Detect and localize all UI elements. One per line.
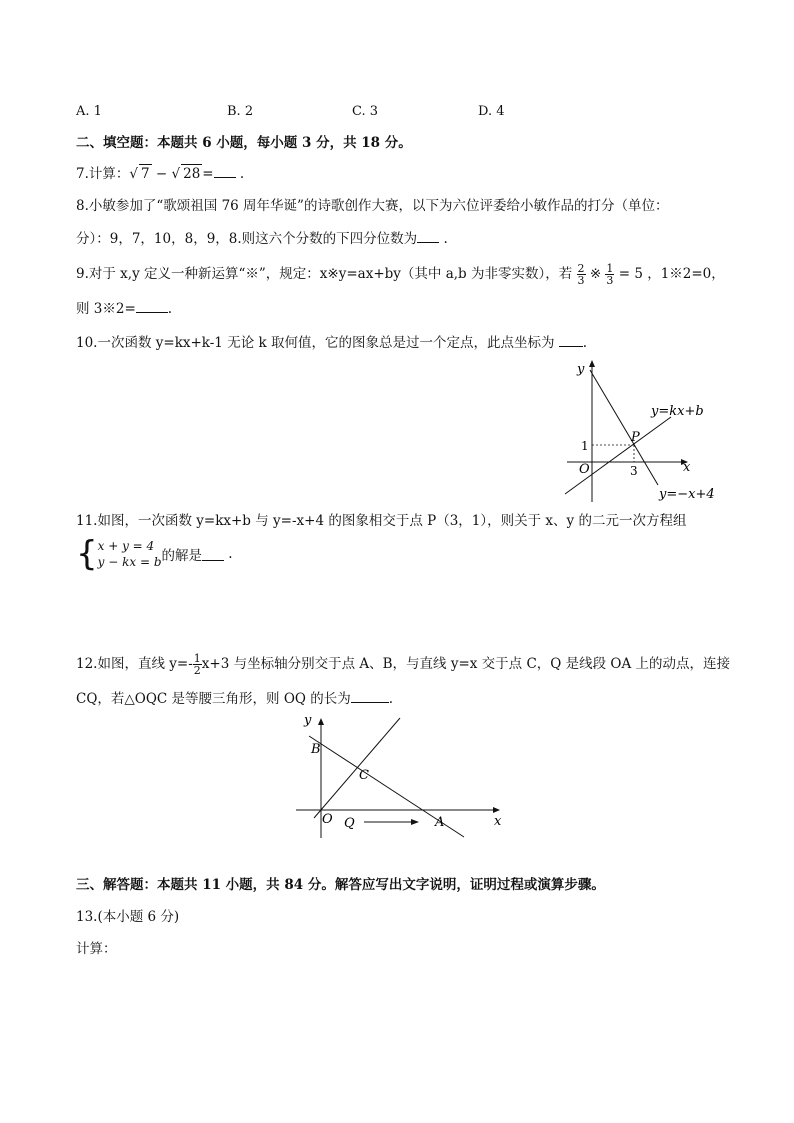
q11-equation-system: [98, 538, 162, 570]
q9-fraction-2: $\frac{1}{3}$: [606, 262, 614, 287]
graph1-tick-3: 3: [630, 464, 638, 478]
graph1-point-p: P: [631, 430, 640, 445]
q9-line-1b: = 5 ，1※2=0，: [614, 266, 725, 282]
graph1-tick-1: 1: [581, 439, 589, 453]
q9-fraction-1: $\frac{2}{3}$: [577, 262, 585, 287]
option-a: A. 1: [76, 104, 102, 119]
option-c: C. 3: [352, 104, 379, 119]
q11-eq-1: x + y = 4: [97, 539, 155, 553]
q7-sqrt-sign-a: √: [129, 166, 138, 182]
q7-equals: =: [202, 166, 214, 182]
question-7: [76, 164, 244, 183]
graph2-point-c: C: [359, 768, 369, 783]
question-12-line-1: [76, 653, 730, 676]
q7-end: .: [235, 166, 245, 182]
q12-end: .: [388, 691, 394, 707]
q10-end: .: [582, 335, 588, 351]
q7-sqrt-b: 28: [183, 166, 201, 182]
question-13-label: 计算：: [76, 941, 117, 957]
graph-isosceles-oqc: [292, 710, 512, 840]
question-12-line-2: [76, 689, 393, 708]
question-11-system: [76, 534, 233, 574]
section-3-title: 三、解答题：本题共 11 小题，共 84 分。解答应写出文字说明，证明过程或演算步骤。: [76, 877, 605, 893]
graph2-point-q: Q: [344, 816, 355, 831]
graph1-origin: O: [579, 462, 590, 477]
motion-arrow-head: [411, 819, 419, 825]
section-2-title: 二、填空题：本题共 6 小题，每小题 3 分，共 18 分。: [76, 135, 412, 151]
graph1-line1-label: y=kx+b: [651, 404, 704, 419]
q12-prefix: 12.如图，直线 y=-: [76, 656, 193, 672]
question-9-line-2: [76, 299, 172, 318]
y-axis-arrow: [318, 718, 324, 725]
q11-answer-blank[interactable]: [202, 547, 224, 561]
line-neg-x-plus-4: [590, 370, 658, 485]
question-13-header: 13.(本小题 6 分): [76, 909, 180, 925]
q8-line-2-text: 分）：9，7，10，8，9，8.则这六个分数的下四分位数为: [76, 231, 418, 247]
q8-answer-blank[interactable]: [417, 229, 439, 243]
q12-line-2-text: CQ，若△OQC 是等腰三角形，则 OQ 的长为: [76, 691, 351, 707]
q10-answer-blank[interactable]: [559, 333, 583, 347]
q12-rest: x+3 与坐标轴分别交于点 A、B，与直线 y=x 交于点 C，Q 是线段 OA 上的动点，连接: [201, 656, 731, 672]
q9-operator: ※: [589, 266, 602, 282]
question-9-line-1: [76, 263, 725, 286]
question-11-line-1: 11.如图，一次函数 y=kx+b 与 y=-x+4 的图象相交于点 P（3，1），则关于 x、y 的二元一次方程组: [76, 513, 687, 529]
q11-eq-2: y − kx = b: [97, 555, 162, 569]
q7-sqrt-sign-b: √: [171, 166, 181, 182]
q12-answer-blank[interactable]: [351, 689, 389, 703]
line-y-equals-x: [314, 718, 400, 818]
q9-line-2-text: 则 3※2=: [76, 301, 136, 317]
q7-answer-blank[interactable]: [214, 164, 236, 178]
q12-fraction: $\frac{1}{2}$: [193, 652, 201, 677]
q7-minus: −: [151, 166, 172, 182]
question-8-line-2: [76, 229, 448, 248]
question-10: [76, 333, 587, 352]
graph1-line2-label: y=−x+4: [659, 487, 715, 502]
q7-sqrt-a: 7: [141, 166, 150, 182]
option-b: B. 2: [227, 104, 254, 119]
graph2-x-label: x: [494, 814, 502, 829]
q11-suffix: 的解是: [161, 548, 203, 564]
q9-line-1a: 9.对于 x,y 定义一种新运算“※”，规定：x※y=ax+by（其中 a,b 为非零实数），若: [76, 266, 573, 282]
question-8-line-1: 8.小敏参加了“歌颂祖国 76 周年华诞”的诗歌创作大赛，以下为六位评委给小敏作品的打分（单位：: [76, 198, 669, 214]
graph1-x-label: x: [683, 460, 691, 475]
q7-prefix: 7.计算：: [76, 166, 130, 182]
option-d: D. 4: [478, 104, 505, 119]
graph2-y-label: y: [304, 713, 312, 728]
x-axis-arrow: [493, 807, 500, 813]
q9-end: .: [167, 301, 173, 317]
graph2-point-b: B: [311, 742, 321, 757]
q10-text: 10.一次函数 y=kx+k-1 无论 k 取何值，它的图象总是过一个定点，此点坐标为: [76, 335, 559, 351]
q8-end: .: [439, 231, 448, 247]
graph2-origin: O: [322, 812, 333, 827]
line-kx-plus-b: [565, 417, 671, 494]
graph-intersection-p: [563, 357, 733, 507]
y-axis-arrow: [589, 360, 595, 367]
graph1-y-label: y: [577, 362, 585, 377]
q11-brace: {: [76, 534, 98, 574]
q9-answer-blank[interactable]: [136, 299, 168, 313]
graph2-point-a: A: [435, 815, 445, 830]
q11-end: .: [224, 546, 233, 562]
